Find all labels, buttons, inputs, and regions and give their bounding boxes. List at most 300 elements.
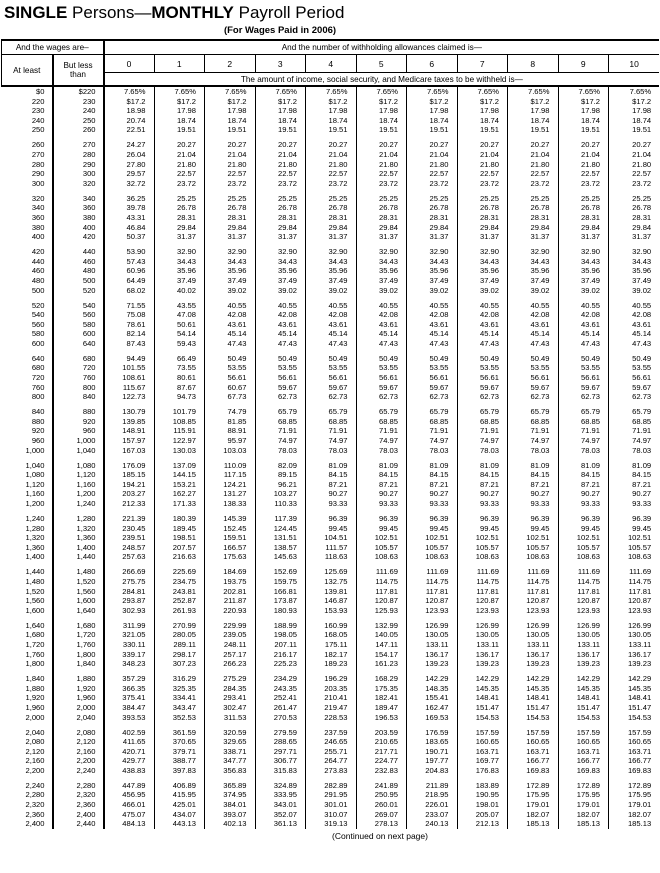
withholding-amount-cell: 139.23	[609, 659, 660, 669]
withholding-amount-cell: 252.41	[255, 693, 306, 703]
withholding-amount-cell: 25.25	[306, 188, 357, 203]
withholding-amount-cell: 7.65%	[609, 86, 660, 97]
withholding-amount-cell: 7.65%	[508, 86, 559, 97]
withholding-amount-cell: 64.49	[104, 276, 155, 286]
withholding-amount-cell: 366.35	[104, 684, 155, 694]
withholding-amount-cell: 40.55	[558, 295, 609, 310]
wage-at-least-cell: 480	[31, 275, 45, 285]
withholding-amount-cell: 169.83	[609, 766, 660, 776]
withholding-amount-cell: 144.15	[154, 470, 205, 480]
wage-but-less-cell: 1,920	[53, 684, 104, 694]
withholding-amount-cell: 17.98	[154, 106, 205, 116]
withholding-amount-cell: 28.31	[154, 213, 205, 223]
withholding-amount-cell: 183.89	[457, 775, 508, 790]
wage-but-less-cell: 960	[53, 426, 104, 436]
withholding-amount-cell: 154.53	[457, 713, 508, 723]
withholding-amount-cell: 37.49	[407, 276, 458, 286]
withholding-amount-cell: 50.49	[356, 348, 407, 363]
withholding-amount-cell: 252.87	[154, 596, 205, 606]
wage-at-least-cell: 2,120	[25, 746, 45, 756]
table-row	[2, 775, 660, 790]
withholding-amount-cell: 139.81	[306, 587, 357, 597]
withholding-amount-cell: 23.72	[356, 179, 407, 189]
withholding-amount-cell: 157.59	[558, 722, 609, 737]
wage-but-less-cell: 1,360	[53, 533, 104, 543]
withholding-amount-cell: 23.72	[407, 179, 458, 189]
withholding-amount-cell: 447.89	[104, 775, 155, 790]
withholding-amount-cell: 120.87	[558, 596, 609, 606]
withholding-amount-cell: 19.51	[558, 125, 609, 135]
withholding-amount-cell: 136.17	[609, 650, 660, 660]
withholding-amount-cell: 384.47	[104, 703, 155, 713]
withholding-amount-cell: 22.57	[457, 169, 508, 179]
withholding-amount-cell: 224.77	[356, 756, 407, 766]
withholding-amount-cell: 93.33	[508, 499, 559, 509]
withholding-amount-cell: 62.73	[306, 392, 357, 402]
withholding-amount-cell: 175.11	[306, 640, 357, 650]
wage-at-least-cell: 1,960	[25, 702, 45, 712]
wage-but-less-cell: 320	[53, 179, 104, 189]
withholding-amount-cell: 370.65	[154, 737, 205, 747]
withholding-amount-cell: 21.80	[609, 160, 660, 170]
wage-at-least-cell: 1,320	[25, 533, 45, 543]
withholding-amount-cell: 39.02	[407, 286, 458, 296]
wage-at-least-cell: 1,920	[25, 693, 45, 703]
withholding-amount-cell: 229.99	[205, 615, 256, 630]
withholding-amount-cell: 94.73	[154, 392, 205, 402]
withholding-amount-cell: 43.61	[508, 320, 559, 330]
withholding-amount-cell: 26.78	[508, 203, 559, 213]
table-row	[2, 640, 660, 650]
wage-at-least-cell: 340	[31, 203, 45, 213]
withholding-amount-cell: 108.63	[356, 552, 407, 562]
table-row	[2, 150, 660, 160]
withholding-amount-cell: 105.57	[457, 543, 508, 553]
wage-at-least-cell: 2,320	[25, 800, 45, 810]
withholding-amount-cell: 90.27	[356, 489, 407, 499]
wage-but-less-cell: 1,760	[53, 640, 104, 650]
withholding-amount-cell: 234.75	[154, 577, 205, 587]
withholding-amount-cell: 111.69	[558, 562, 609, 577]
withholding-amount-cell: 148.41	[508, 693, 559, 703]
withholding-amount-cell: 7.65%	[407, 86, 458, 97]
withholding-amount-cell: 273.83	[306, 766, 357, 776]
wage-at-least-cell: 270	[31, 149, 45, 159]
withholding-amount-cell: 28.31	[356, 213, 407, 223]
table-row	[2, 392, 660, 402]
table-row	[2, 286, 660, 296]
withholding-amount-cell: 43.61	[609, 320, 660, 330]
withholding-amount-cell: 78.61	[104, 320, 155, 330]
withholding-amount-cell: 90.27	[407, 489, 458, 499]
withholding-amount-cell: 151.47	[558, 703, 609, 713]
withholding-amount-cell: 136.17	[407, 650, 458, 660]
withholding-amount-cell: 32.90	[609, 242, 660, 257]
withholding-amount-cell: 168.29	[356, 669, 407, 684]
wage-at-least-cell: 800	[31, 392, 45, 402]
withholding-amount-cell: 50.37	[104, 232, 155, 242]
withholding-amount-cell: 324.89	[255, 775, 306, 790]
withholding-amount-cell: 65.79	[508, 402, 559, 417]
withholding-amount-cell: 316.29	[154, 669, 205, 684]
wage-at-least-cell: 1,520	[25, 586, 45, 596]
withholding-amount-cell: 269.07	[356, 810, 407, 820]
wage-at-least-cell: 2,040	[25, 727, 45, 737]
allowance-col-10: 10	[609, 55, 660, 73]
withholding-amount-cell: 42.08	[609, 310, 660, 320]
withholding-amount-cell: 169.53	[407, 713, 458, 723]
wage-but-less-cell: 260	[53, 125, 104, 135]
withholding-amount-cell: 484.13	[104, 819, 155, 829]
wage-at-least-cell: 460	[31, 266, 45, 276]
withholding-amount-cell: 280.05	[154, 630, 205, 640]
wage-at-least-cell: 960	[31, 436, 45, 446]
wage-but-less-cell: 1,560	[53, 587, 104, 597]
withholding-amount-cell: 145.35	[508, 684, 559, 694]
withholding-amount-cell: 185.13	[609, 819, 660, 829]
wage-at-least-cell: 220	[31, 96, 45, 106]
wage-at-least-cell: 290	[31, 169, 45, 179]
table-row	[2, 552, 660, 562]
withholding-amount-cell: 173.87	[255, 596, 306, 606]
withholding-amount-cell: 379.71	[154, 747, 205, 757]
allowance-col-4: 4	[306, 55, 357, 73]
withholding-amount-cell: 302.93	[104, 606, 155, 616]
allowances-claimed-header: And the number of withholding allowances claimed is—	[104, 40, 660, 55]
withholding-amount-cell: 26.78	[558, 203, 609, 213]
withholding-amount-cell: 78.03	[407, 446, 458, 456]
withholding-amount-cell: 25.25	[407, 188, 458, 203]
withholding-amount-cell: 246.65	[306, 737, 357, 747]
withholding-amount-cell: 96.39	[609, 509, 660, 524]
withholding-amount-cell: 62.73	[407, 392, 458, 402]
withholding-amount-cell: 136.17	[558, 650, 609, 660]
withholding-amount-cell: 19.51	[508, 125, 559, 135]
withholding-amount-cell: 118.63	[306, 552, 357, 562]
wage-but-less-cell: 2,400	[53, 810, 104, 820]
withholding-amount-cell: 110.33	[255, 499, 306, 509]
withholding-amount-cell: 180.93	[255, 606, 306, 616]
wages-are-header: And the wages are–	[2, 40, 104, 55]
wage-at-least-cell: 1,840	[25, 674, 45, 684]
withholding-amount-cell: 47.43	[255, 339, 306, 349]
withholding-amount-cell: 163.71	[508, 747, 559, 757]
wage-but-less-cell: 600	[53, 329, 104, 339]
withholding-amount-cell: 111.69	[609, 562, 660, 577]
withholding-amount-cell: 34.43	[457, 257, 508, 267]
withholding-amount-cell: 139.23	[508, 659, 559, 669]
withholding-amount-cell: 20.27	[609, 135, 660, 150]
withholding-amount-cell: 99.45	[306, 524, 357, 534]
withholding-amount-cell: 198.05	[255, 630, 306, 640]
withholding-amount-cell: 325.35	[154, 684, 205, 694]
withholding-amount-cell: 275.75	[104, 577, 155, 587]
withholding-amount-cell: 429.77	[104, 756, 155, 766]
withholding-amount-cell: 43.61	[306, 320, 357, 330]
wage-but-less-cell: 280	[53, 150, 104, 160]
wage-at-least-cell: 2,240	[25, 780, 45, 790]
withholding-amount-cell: 34.43	[609, 257, 660, 267]
wage-but-less-cell: 480	[53, 266, 104, 276]
withholding-amount-cell: 53.55	[609, 363, 660, 373]
withholding-amount-cell: 162.47	[407, 703, 458, 713]
withholding-amount-cell: 352.07	[255, 810, 306, 820]
withholding-amount-cell: 175.95	[508, 790, 559, 800]
withholding-amount-cell: 45.14	[356, 329, 407, 339]
withholding-amount-cell: 138.57	[255, 543, 306, 553]
withholding-amount-cell: 29.84	[255, 223, 306, 233]
withholding-amount-cell: 21.80	[407, 160, 458, 170]
table-row	[2, 669, 660, 684]
withholding-amount-cell: 40.02	[154, 286, 205, 296]
wage-but-less-cell: 760	[53, 373, 104, 383]
title-word-single: SINGLE	[4, 3, 68, 22]
withholding-amount-cell: 78.03	[457, 446, 508, 456]
withholding-amount-cell: 220.93	[205, 606, 256, 616]
wage-at-least-cell: 1,040	[25, 460, 45, 470]
withholding-amount-cell: $17.2	[255, 97, 306, 107]
withholding-amount-cell: 54.14	[154, 329, 205, 339]
withholding-amount-cell: 365.89	[205, 775, 256, 790]
wage-at-least-cell: 440	[31, 256, 45, 266]
withholding-amount-cell: 18.74	[306, 116, 357, 126]
withholding-amount-cell: 232.83	[356, 766, 407, 776]
wage-but-less-cell: 1,720	[53, 630, 104, 640]
withholding-amount-cell: 157.59	[457, 722, 508, 737]
withholding-amount-cell: 105.57	[356, 543, 407, 553]
allowance-col-9: 9	[558, 55, 609, 73]
withholding-amount-cell: 17.98	[407, 106, 458, 116]
withholding-amount-cell: 87.21	[306, 480, 357, 490]
withholding-amount-cell: 108.63	[457, 552, 508, 562]
withholding-amount-cell: 29.84	[609, 223, 660, 233]
withholding-amount-cell: 34.43	[255, 257, 306, 267]
wage-but-less-cell: 1,480	[53, 562, 104, 577]
withholding-amount-cell: 270.53	[255, 713, 306, 723]
withholding-amount-cell: 25.25	[356, 188, 407, 203]
withholding-amount-cell: 117.81	[558, 587, 609, 597]
withholding-amount-cell: 198.01	[457, 800, 508, 810]
withholding-amount-cell: 352.53	[154, 713, 205, 723]
withholding-amount-cell: 225.69	[154, 562, 205, 577]
withholding-amount-cell: 37.49	[255, 276, 306, 286]
withholding-amount-cell: 142.29	[609, 669, 660, 684]
wage-but-less-cell: 1,800	[53, 650, 104, 660]
withholding-amount-cell: 248.11	[205, 640, 256, 650]
withholding-amount-cell: 34.43	[407, 257, 458, 267]
wage-but-less-cell: 1,840	[53, 659, 104, 669]
withholding-amount-cell: 160.65	[508, 737, 559, 747]
withholding-amount-cell: 133.11	[407, 640, 458, 650]
withholding-amount-cell: 53.55	[558, 363, 609, 373]
withholding-amount-cell: 99.45	[457, 524, 508, 534]
withholding-amount-cell: 120.87	[508, 596, 559, 606]
withholding-amount-cell: 133.11	[558, 640, 609, 650]
wage-but-less-cell: 1,240	[53, 499, 104, 509]
withholding-amount-cell: 32.90	[356, 242, 407, 257]
withholding-amount-cell: 50.49	[255, 348, 306, 363]
wage-at-least-cell: 1,080	[25, 470, 45, 480]
withholding-amount-cell: 27.80	[104, 160, 155, 170]
withholding-amount-cell: 94.49	[104, 348, 155, 363]
withholding-amount-cell: 152.69	[255, 562, 306, 577]
withholding-amount-cell: 34.43	[508, 257, 559, 267]
withholding-amount-cell: 32.90	[255, 242, 306, 257]
withholding-amount-cell: 35.96	[407, 266, 458, 276]
withholding-amount-cell: 19.51	[356, 125, 407, 135]
withholding-amount-cell: 406.89	[154, 775, 205, 790]
withholding-amount-cell: 169.83	[558, 766, 609, 776]
withholding-amount-cell: 175.63	[205, 552, 256, 562]
withholding-amount-cell: 25.25	[508, 188, 559, 203]
wage-at-least-cell: 840	[31, 407, 45, 417]
wage-at-least-cell: 2,400	[25, 819, 45, 829]
withholding-amount-cell: 172.89	[508, 775, 559, 790]
withholding-amount-cell: 21.80	[558, 160, 609, 170]
withholding-amount-cell: 90.27	[306, 489, 357, 499]
withholding-amount-cell: 171.33	[154, 499, 205, 509]
withholding-amount-cell: 68.85	[508, 417, 559, 427]
withholding-amount-cell: 130.05	[508, 630, 559, 640]
table-row	[2, 819, 660, 829]
withholding-amount-cell: 108.63	[407, 552, 458, 562]
withholding-amount-cell: 139.23	[407, 659, 458, 669]
wage-at-least-cell: 1,800	[25, 659, 45, 669]
withholding-amount-cell: 43.61	[205, 320, 256, 330]
wage-but-less-cell: 720	[53, 363, 104, 373]
withholding-amount-cell: 82.14	[104, 329, 155, 339]
table-row	[2, 169, 660, 179]
wage-but-less-cell: 2,120	[53, 737, 104, 747]
table-row	[2, 587, 660, 597]
withholding-amount-cell: 21.80	[356, 160, 407, 170]
withholding-amount-cell: 278.13	[356, 819, 407, 829]
withholding-amount-cell: 114.75	[558, 577, 609, 587]
wage-but-less-cell: 2,360	[53, 800, 104, 810]
withholding-amount-cell: 151.47	[508, 703, 559, 713]
wage-but-less-cell: 920	[53, 417, 104, 427]
withholding-amount-cell: 20.27	[457, 135, 508, 150]
withholding-amount-cell: 28.31	[255, 213, 306, 223]
withholding-amount-cell: 47.43	[407, 339, 458, 349]
wage-at-least-cell: 1,640	[25, 620, 45, 630]
continued-note: (Continued on next page)	[332, 830, 428, 841]
withholding-amount-cell: 291.95	[306, 790, 357, 800]
withholding-amount-cell: 101.79	[154, 402, 205, 417]
withholding-amount-cell: 148.41	[609, 693, 660, 703]
withholding-amount-cell: 39.02	[609, 286, 660, 296]
withholding-amount-cell: 172.89	[558, 775, 609, 790]
withholding-amount-cell: 47.08	[154, 310, 205, 320]
withholding-amount-cell: 182.17	[306, 650, 357, 660]
withholding-amount-cell: 99.45	[558, 524, 609, 534]
wage-at-least-cell: 2,200	[25, 765, 45, 775]
withholding-amount-cell: 22.57	[255, 169, 306, 179]
withholding-amount-cell: 39.02	[255, 286, 306, 296]
table-row	[2, 800, 660, 810]
withholding-amount-cell: 35.96	[508, 266, 559, 276]
withholding-amount-cell: 411.65	[104, 737, 155, 747]
withholding-amount-cell: 183.65	[407, 737, 458, 747]
withholding-amount-cell: 176.09	[104, 455, 155, 470]
withholding-amount-cell: 163.71	[609, 747, 660, 757]
withholding-amount-cell: 117.81	[508, 587, 559, 597]
withholding-amount-cell: 65.79	[558, 402, 609, 417]
withholding-amount-cell: 47.43	[306, 339, 357, 349]
withholding-amount-cell: 241.89	[356, 775, 407, 790]
at-least-header: At least	[2, 55, 53, 87]
wage-but-less-cell: 1,000	[53, 436, 104, 446]
withholding-amount-cell: 167.03	[104, 446, 155, 456]
withholding-amount-cell: 74.97	[609, 436, 660, 446]
withholding-amount-cell: 93.33	[356, 499, 407, 509]
withholding-amount-cell: 71.91	[306, 426, 357, 436]
withholding-amount-cell: 26.78	[154, 203, 205, 213]
withholding-amount-cell: 243.81	[154, 587, 205, 597]
wage-at-least-cell: 230	[31, 106, 45, 116]
withholding-amount-cell: 43.31	[104, 213, 155, 223]
withholding-amount-cell: 248.57	[104, 543, 155, 553]
withholding-amount-cell: 81.09	[558, 455, 609, 470]
withholding-amount-cell: 19.51	[457, 125, 508, 135]
withholding-amount-cell: 78.03	[558, 446, 609, 456]
withholding-amount-cell: 266.69	[104, 562, 155, 577]
withholding-amount-cell: 45.14	[306, 329, 357, 339]
withholding-amount-cell: 169.83	[508, 766, 559, 776]
withholding-amount-cell: 182.07	[508, 810, 559, 820]
wage-at-least-cell: 2,080	[25, 737, 45, 747]
withholding-amount-cell: 31.37	[205, 232, 256, 242]
withholding-amount-cell: 19.51	[205, 125, 256, 135]
withholding-amount-cell: 124.45	[255, 524, 306, 534]
withholding-amount-cell: 18.74	[356, 116, 407, 126]
withholding-amount-cell: 114.75	[508, 577, 559, 587]
withholding-amount-cell: 126.99	[457, 615, 508, 630]
withholding-amount-cell: 198.51	[154, 533, 205, 543]
withholding-amount-cell: 120.87	[407, 596, 458, 606]
allowance-col-5: 5	[356, 55, 407, 73]
wage-but-less-cell: 1,080	[53, 455, 104, 470]
withholding-amount-cell: 139.23	[457, 659, 508, 669]
withholding-amount-cell: 216.63	[154, 552, 205, 562]
wage-but-less-cell: 2,040	[53, 713, 104, 723]
withholding-amount-cell: 130.03	[154, 446, 205, 456]
withholding-amount-cell: 154.53	[558, 713, 609, 723]
withholding-amount-cell: 7.65%	[558, 86, 609, 97]
withholding-amount-cell: 34.43	[205, 257, 256, 267]
withholding-amount-cell: 147.11	[356, 640, 407, 650]
withholding-amount-cell: 188.99	[255, 615, 306, 630]
withholding-amount-cell: 163.71	[457, 747, 508, 757]
wage-at-least-cell: 280	[31, 159, 45, 169]
wage-but-less-cell: 520	[53, 286, 104, 296]
wage-but-less-cell: 360	[53, 203, 104, 213]
withholding-amount-cell: 21.04	[457, 150, 508, 160]
withholding-amount-cell: 103.03	[205, 446, 256, 456]
withholding-amount-cell: 131.51	[255, 533, 306, 543]
withholding-amount-cell: 29.84	[306, 223, 357, 233]
withholding-amount-cell: 114.75	[457, 577, 508, 587]
withholding-amount-cell: 17.98	[356, 106, 407, 116]
withholding-amount-cell: 216.17	[255, 650, 306, 660]
withholding-amount-cell: 7.65%	[306, 86, 357, 97]
withholding-amount-cell: 130.05	[457, 630, 508, 640]
withholding-amount-cell: 298.17	[154, 650, 205, 660]
wage-at-least-cell: 560	[31, 319, 45, 329]
wage-but-less-cell: 230	[53, 97, 104, 107]
withholding-amount-cell: 162.27	[154, 489, 205, 499]
withholding-amount-cell: 56.61	[205, 373, 256, 383]
